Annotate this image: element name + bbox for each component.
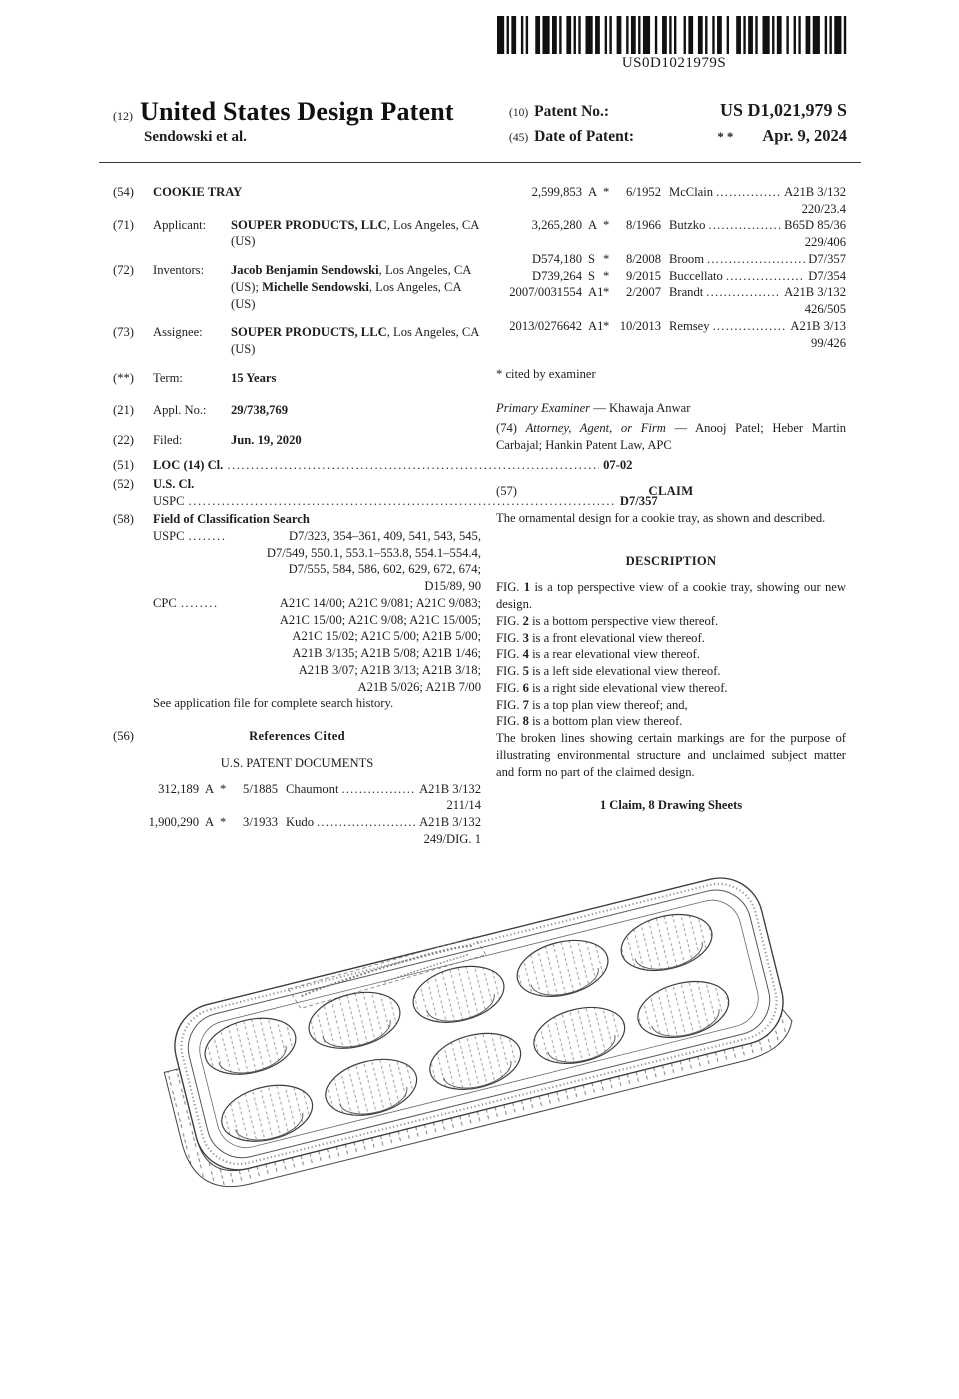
reference-row: D739,264 S * 9/2015 Buccellato ..... D7/354 [496, 268, 846, 285]
barcode-block [497, 16, 851, 72]
field-term [113, 370, 481, 387]
dot-leader [341, 781, 416, 798]
header-divider [99, 162, 861, 163]
figure-description: FIG. 3 is a front elevational view thereof. [496, 630, 705, 645]
term-extension-marker: ** [717, 129, 737, 144]
dot-leader [716, 184, 781, 201]
figure-description: FIG. 7 is a top plan view thereof; and, [496, 697, 688, 712]
figure-description: FIG. 2 is a bottom perspective view thereof. [496, 613, 719, 628]
claim-heading [496, 483, 846, 500]
attorney-names: — Anooj Patel; Heber Martin Carbajal; Hankin Patent Law, APC [496, 420, 846, 452]
uspc-label: USPC [153, 529, 185, 544]
dot-leader [317, 814, 416, 831]
broken-lines-note: The broken lines showing certain markings are for the purpose of illustrating environmental structure and unclaimed subject matter and form no part of the claimed design. [496, 731, 846, 779]
description-heading [496, 553, 846, 570]
cpc-line: A21C 15/02; A21C 5/00; A21B 5/00; [292, 629, 481, 644]
tray-group [151, 867, 799, 1197]
field-code: (51) [113, 458, 134, 473]
uspc-continuation [153, 545, 481, 595]
claim-title: CLAIM [648, 484, 694, 499]
cpc-continuation [153, 612, 481, 696]
inventors-value: Jacob Benjamin Sendowski, Los Angeles, CA (US); Michelle Sendowski, Los Angeles, CA (US) [231, 263, 471, 311]
dot-leader [181, 595, 217, 612]
loc-cl-label: LOC (14) Cl. [153, 458, 224, 473]
patent-number-row [509, 100, 847, 121]
assignee-value: SOUPER PRODUCTS, LLC, Los Angeles, CA (US) [231, 325, 479, 357]
field-classification-search [113, 511, 481, 712]
reference-row: 3,265,280 A * 8/1966 Butzko ..... B65D 85/36 [496, 217, 846, 234]
dot-leader [707, 251, 805, 268]
applicant-label: Applicant: [153, 217, 207, 232]
field-code: (22) [113, 433, 134, 448]
patent-no-value: US D1,021,979 S [719, 100, 847, 120]
claims-sheets-summary: 1 Claim, 8 Drawing Sheets [599, 798, 743, 813]
appl-no-value: 29/738,769 [231, 402, 289, 417]
figure-1-drawing [103, 864, 855, 1202]
term-value: 15 Years [231, 370, 277, 385]
barcode-image [497, 16, 851, 54]
appl-no-label: Appl. No.: [153, 402, 207, 417]
field-code: (72) [113, 263, 134, 278]
search-history-note: See application file for complete search history. [153, 696, 394, 711]
reference-row: 1,900,290 A * 3/1933 Kudo ..... A21B 3/132 [113, 814, 481, 831]
us-cl-label: U.S. Cl. [153, 476, 195, 491]
assignee-label: Assignee: [153, 325, 203, 340]
field-code: (21) [113, 402, 134, 417]
reference-class-continuation: 220/23.4 [801, 201, 846, 216]
kind-code: (12) [113, 109, 133, 123]
cpc-line: A21B 3/07; A21B 3/13; A21B 3/18; [298, 662, 481, 677]
figure-description: FIG. 6 is a right side elevational view thereof. [496, 680, 728, 695]
reference-row: D574,180 S * 8/2008 Broom ..... D7/357 [496, 251, 846, 268]
reference-row: 312,189 A * 5/1885 Chaumont ..... A21B 3/132 [113, 781, 481, 798]
barcode-text: US0D1021979S [621, 55, 727, 71]
primary-examiner-name: — Khawaja Anwar [593, 401, 691, 416]
field-code: (58) [113, 512, 134, 527]
cited-by-examiner-note: * cited by examiner [496, 367, 596, 382]
uspc-line: D7/323, 354–361, 409, 541, 543, 545, [288, 529, 481, 544]
field-search-label: Field of Classification Search [153, 512, 310, 527]
dot-leader [708, 217, 781, 234]
reference-class-continuation: 426/505 [804, 302, 846, 317]
right-column [496, 184, 846, 814]
dot-leader [189, 528, 225, 545]
date-code: (45) [509, 132, 529, 144]
uspc-line: D7/549, 550.1, 553.1–553.8, 554.1–554.4, [266, 545, 481, 560]
applicant-value: SOUPER PRODUCTS, LLC, Los Angeles, CA (US) [231, 217, 479, 249]
header-right [509, 100, 847, 146]
reference-class-continuation: 229/406 [804, 235, 846, 250]
uspc-line: D7/555, 584, 586, 602, 629, 672, 674; [288, 562, 481, 577]
figure-description: FIG. 4 is a rear elevational view thereof. [496, 647, 700, 662]
field-applicant [113, 217, 481, 250]
inventors-label: Inventors: [153, 263, 205, 278]
field-code: (57) [496, 484, 517, 499]
dot-leader [726, 268, 805, 285]
field-code: (**) [113, 370, 134, 385]
figure-description: FIG. 8 is a bottom plan view thereof. [496, 714, 683, 729]
patent-no-code: (10) [509, 107, 529, 119]
field-title [113, 184, 481, 201]
uspc-line: D15/89, 90 [424, 579, 481, 594]
loc-cl-value: 07-02 [603, 458, 633, 473]
date-value: Apr. 9, 2024 [762, 126, 847, 145]
reference-row: 2013/0276642 A1 * 10/2013 Remsey ..... A21B 3/13 [496, 318, 846, 335]
dot-leader [706, 284, 781, 301]
reference-row: 2007/0031554 A1 * 2/2007 Brandt ..... A21B 3/132 [496, 284, 846, 301]
dot-leader [713, 318, 788, 335]
field-inventors [113, 262, 481, 312]
field-code: (52) [113, 476, 134, 491]
primary-examiner-line [496, 400, 846, 417]
field-filed [113, 432, 481, 449]
invention-title: COOKIE TRAY [153, 185, 243, 199]
cpc-line: A21B 5/026; A21B 7/00 [357, 679, 481, 694]
figure-description: FIG. 5 is a left side elevational view thereof. [496, 664, 721, 679]
filed-value: Jun. 19, 2020 [231, 433, 302, 448]
cpc-line: A21C 14/00; A21C 9/081; A21C 9/083; [279, 595, 481, 610]
field-code: (54) [113, 185, 134, 199]
references-cited-heading [113, 728, 481, 745]
cpc-line: A21B 3/135; A21B 5/08; A21B 1/46; [292, 646, 481, 661]
description-title: DESCRIPTION [625, 553, 717, 568]
attorney-label: Attorney, Agent, or Firm [525, 420, 666, 435]
reference-class-continuation: 211/14 [446, 798, 481, 813]
figure-description: FIG. 1 is a top perspective view of a cookie tray, showing our new design. [496, 580, 846, 612]
attorney-line [496, 420, 846, 453]
us-patent-documents-heading: U.S. PATENT DOCUMENTS [220, 755, 374, 770]
field-assignee [113, 324, 481, 357]
term-label: Term: [153, 370, 183, 385]
reference-row: 2,599,853 A * 6/1952 McClain ..... A21B 3/132 [496, 184, 846, 201]
patent-date-row [509, 126, 847, 146]
reference-class-continuation: 99/426 [811, 335, 846, 350]
field-us-cl [113, 476, 658, 509]
uspc-label: USPC [153, 493, 185, 508]
us-cl-value: D7/357 [619, 493, 658, 508]
field-code: (56) [113, 729, 134, 744]
patent-no-label: Patent No.: [534, 103, 610, 120]
field-code: (71) [113, 217, 134, 232]
date-label: Date of Patent: [534, 128, 635, 145]
claim-text: The ornamental design for a cookie tray, as shown and described. [496, 511, 826, 526]
references-cited-title: References Cited [249, 729, 345, 744]
field-loc-cl [113, 457, 633, 474]
page-title: United States Design Patent [140, 97, 454, 126]
field-code: (74) [496, 420, 517, 435]
cpc-line: A21C 15/00; A21C 9/08; A21C 15/005; [279, 612, 481, 627]
cpc-label: CPC [153, 595, 177, 610]
field-code: (73) [113, 325, 134, 340]
primary-examiner-label: Primary Examiner [496, 401, 591, 416]
cookie-tray-perspective-drawing [103, 864, 855, 1202]
header [113, 97, 847, 146]
field-appl-no [113, 402, 481, 419]
reference-class-continuation: 249/DIG. 1 [423, 831, 481, 846]
figure-description-list [496, 579, 846, 730]
inventor-short-line: Sendowski et al. [144, 129, 247, 145]
filed-label: Filed: [153, 433, 183, 448]
